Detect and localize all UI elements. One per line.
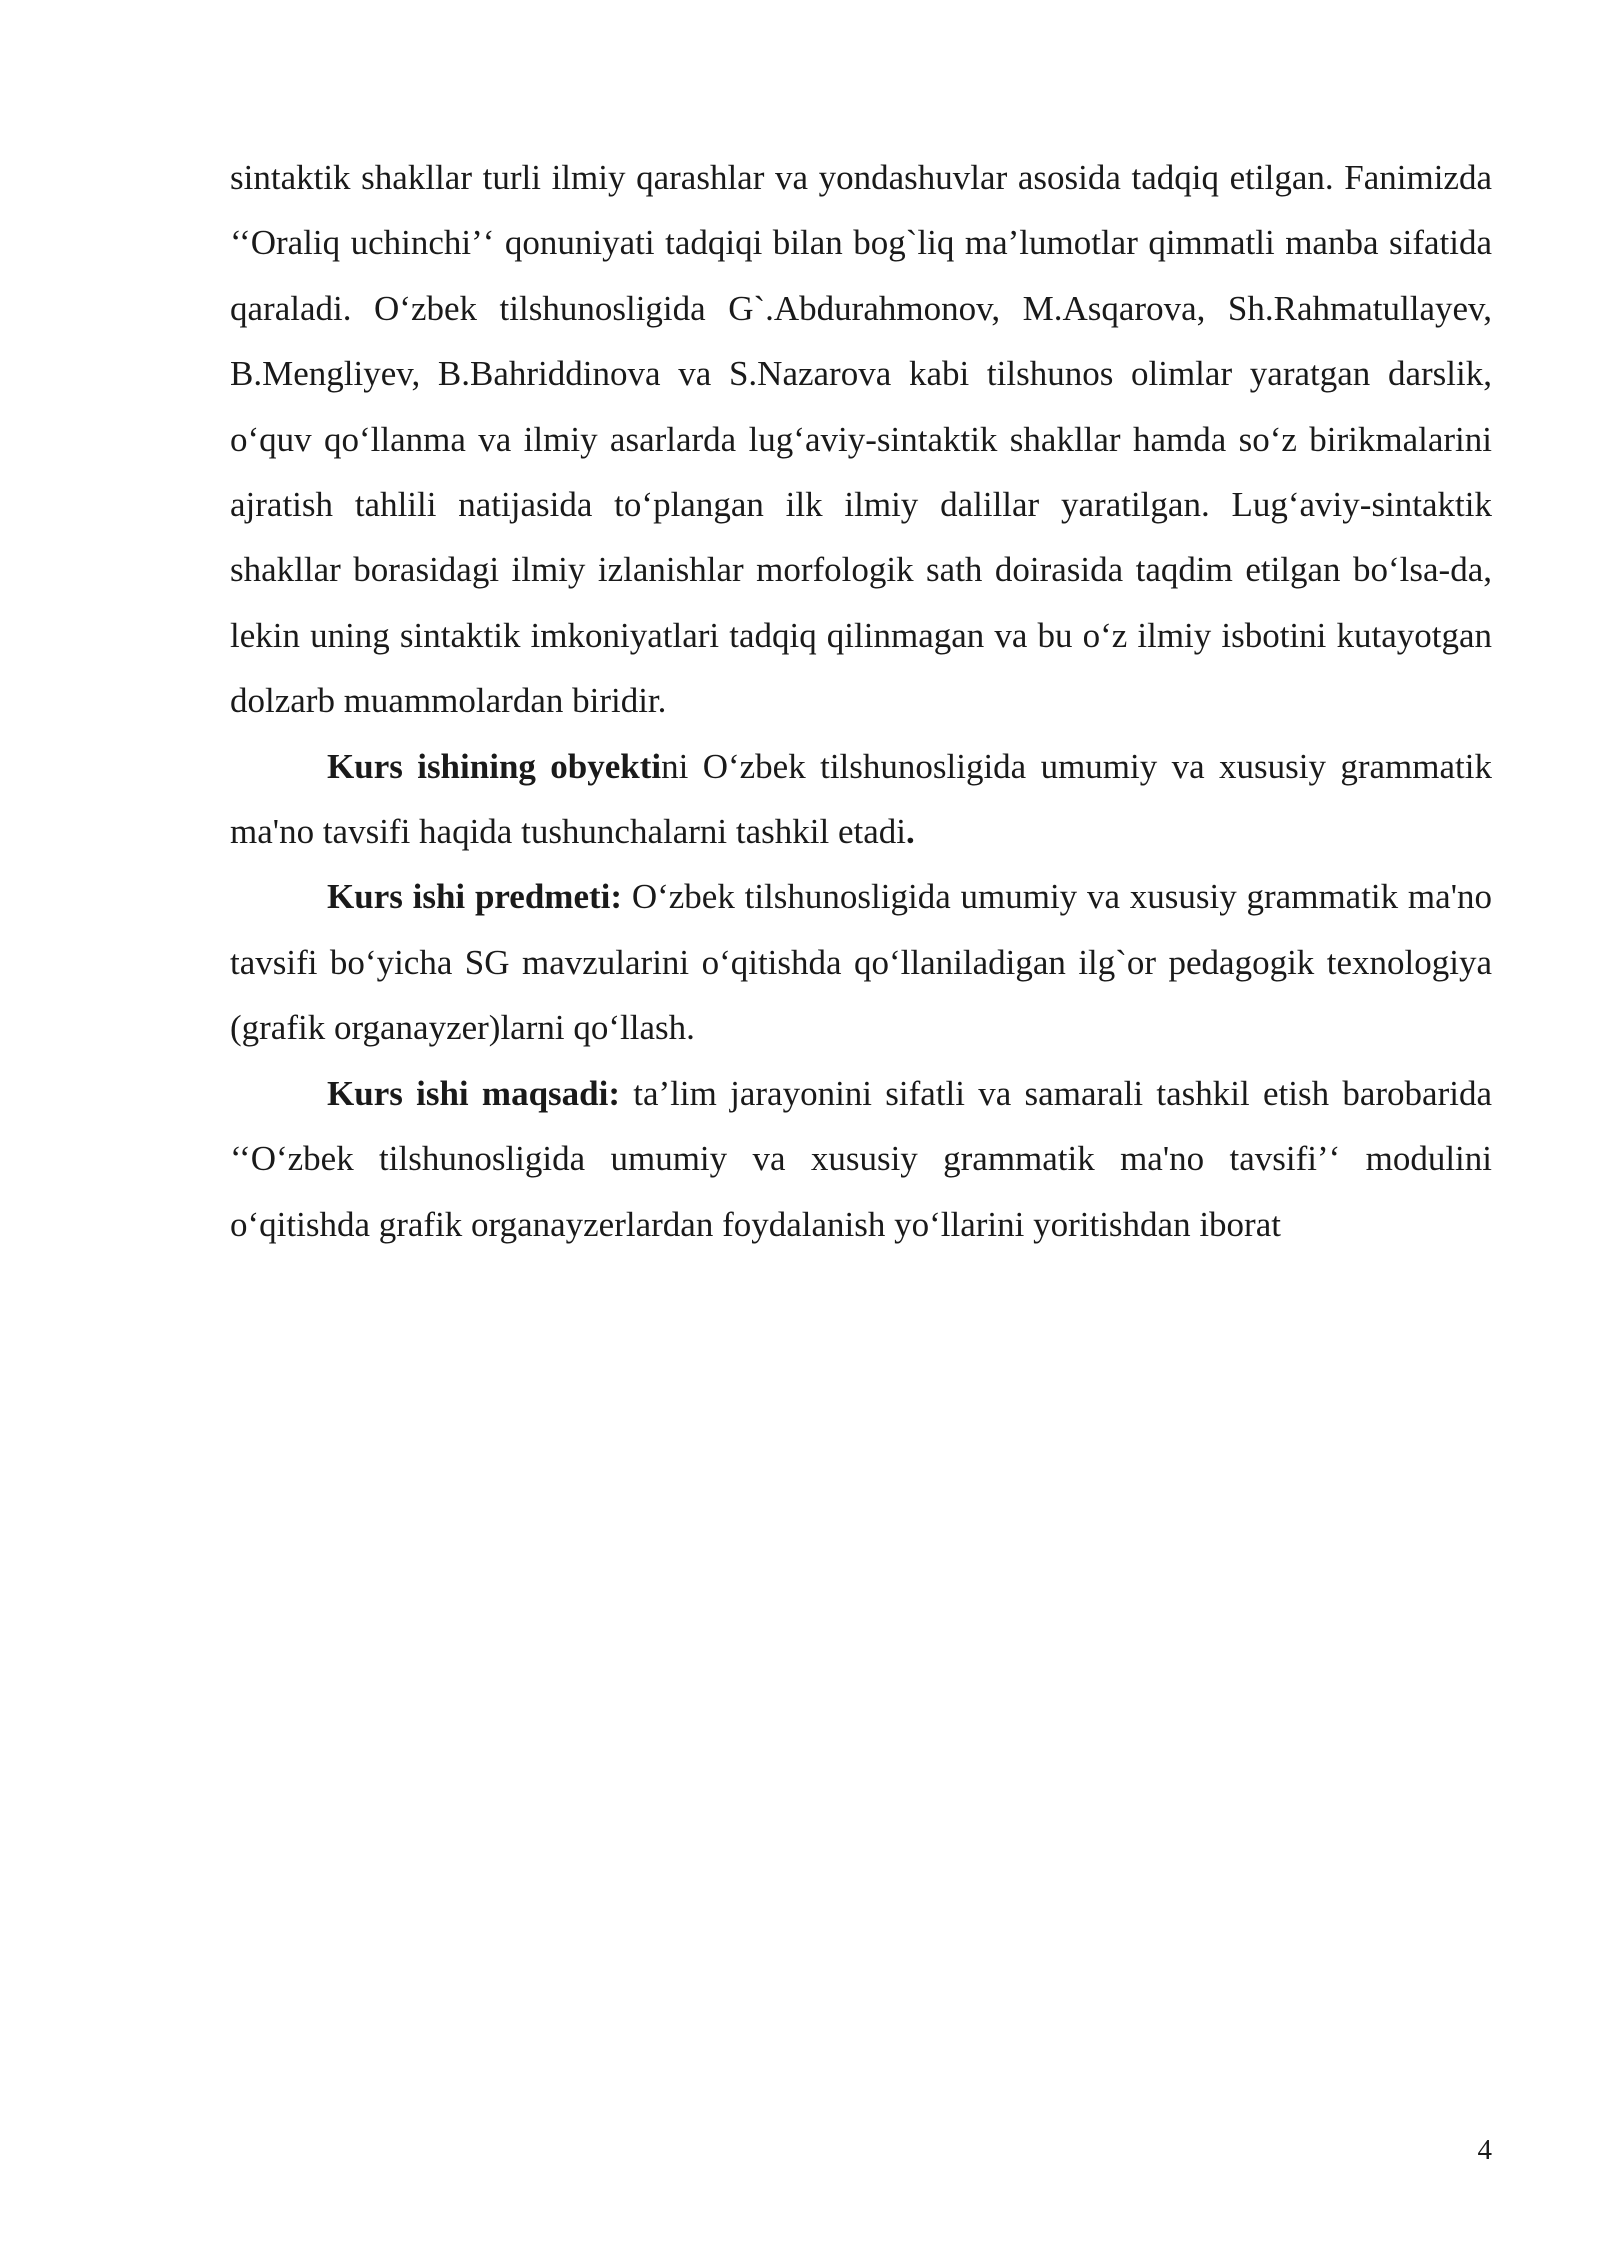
course-object-heading: Kurs ishining obyekti [327, 746, 662, 786]
course-object-text: ni O‘zbek tilshunosligida umumiy va xususiy grammatik ma'no tavsifi haqida tushunchalarni tashkil etadi [230, 746, 1492, 852]
page-number: 4 [1477, 2134, 1492, 2166]
paragraph-course-goal [230, 1061, 1492, 1257]
course-goal-heading: Kurs ishi maqsadi: [327, 1073, 620, 1113]
paragraph-intro: sintaktik shakllar turli ilmiy qarashlar va yondashuvlar asosida tadqiq etilgan. Fanimizda ‘‘Oraliq uchinchi’‘ qonuniyati tadqiqi bilan bog`liq ma’lumotlar qimmatli manba sifatida qaraladi. O‘zbek tilshunosligida G`.Abdurahmonov, M.Asqarova, Sh.Rahmatullayev, B.Mengliyev, B.Bahriddinova va S.Nazarova kabi tilshunos olimlar yaratgan darslik, o‘quv qo‘llanma va ilmiy asarlarda lug‘aviy-sintaktik shakllar hamda so‘z birikmalarini ajratish tahlili natijasida to‘plangan ilk ilmiy dalillar yaratilgan. Lug‘aviy-sintaktik shakllar borasidagi ilmiy izlanishlar morfologik sath doirasida taqdim etilgan bo‘lsa-da, lekin uning sintaktik imkoniyatlari tadqiq qilinmagan va bu o‘z ilmiy isbotini kutayotgan dolzarb muammolardan biridir. [230, 158, 1492, 721]
course-goal-text: ta’lim jarayonini sifatli va samarali tashkil etish barobarida ‘‘O‘zbek tilshunosligida umumiy va xususiy grammatik ma'no tavsifi’‘ modulini o‘qitishda grafik organayzerlardan foydalanish yo‘llarini yoritishdan iborat [230, 1073, 1492, 1244]
body-text [230, 145, 1492, 1257]
course-subject-text: O‘zbek tilshunosligida umumiy va xususiy grammatik ma'no tavsifi bo‘yicha SG mavzularini o‘qitishda qo‘llaniladigan ilg`or pedagogik texnologiya (grafik organayzer)larni qo‘llash. [230, 877, 1492, 1048]
course-subject-heading: Kurs ishi predmeti: [327, 877, 623, 917]
paragraph-course-object [230, 734, 1492, 865]
paragraph-course-subject [230, 864, 1492, 1060]
course-object-period: . [906, 812, 915, 852]
